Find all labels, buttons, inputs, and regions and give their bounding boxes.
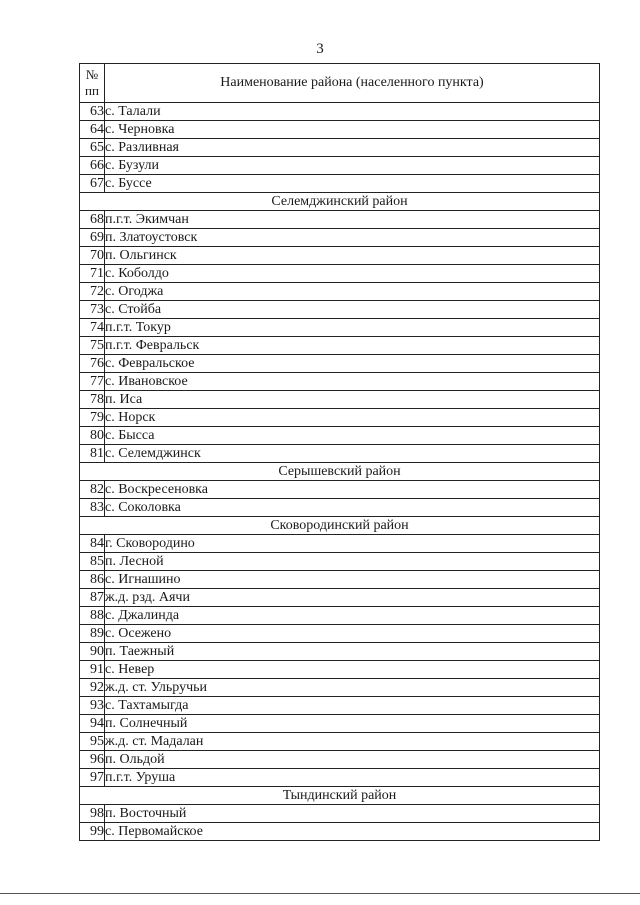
table-row [80,679,600,697]
table-row [80,769,600,787]
table-row [80,553,600,571]
row-number: 81 [80,445,105,463]
district-name: Селемджинский район [80,193,600,211]
row-number: 80 [80,427,105,445]
settlement-name: п.г.т. Февральск [105,337,600,355]
row-number: 83 [80,499,105,517]
row-number: 91 [80,661,105,679]
table-row [80,571,600,589]
table-row [80,823,600,841]
table-row [80,319,600,337]
settlement-name: с. Буссе [105,175,600,193]
table-row [80,499,600,517]
row-number: 98 [80,805,105,823]
row-number: 96 [80,751,105,769]
district-name: Сковородинский район [80,517,600,535]
settlement-name: с. Тахтамыгда [105,697,600,715]
row-number: 71 [80,265,105,283]
settlement-name: п. Лесной [105,553,600,571]
district-row [80,193,600,211]
settlement-name: с. Игнашино [105,571,600,589]
row-number: 82 [80,481,105,499]
settlement-name: с. Бысса [105,427,600,445]
settlement-name: п. Иса [105,391,600,409]
row-number: 65 [80,139,105,157]
settlement-name: п. Ольдой [105,751,600,769]
settlement-name: с. Огоджа [105,283,600,301]
settlement-name: с. Соколовка [105,499,600,517]
row-number: 89 [80,625,105,643]
settlement-name: п. Восточный [105,805,600,823]
row-number: 72 [80,283,105,301]
table-row [80,337,600,355]
district-row [80,463,600,481]
district-row [80,787,600,805]
settlement-name: с. Невер [105,661,600,679]
row-number: 66 [80,157,105,175]
table-row [80,391,600,409]
table-row [80,175,600,193]
table-row [80,607,600,625]
table-row [80,103,600,121]
row-number: 63 [80,103,105,121]
settlement-name: г. Сковородино [105,535,600,553]
settlement-name: п. Ольгинск [105,247,600,265]
settlement-name: п.г.т. Экимчан [105,211,600,229]
row-number: 75 [80,337,105,355]
row-number: 84 [80,535,105,553]
row-number: 77 [80,373,105,391]
table-row [80,283,600,301]
row-number: 69 [80,229,105,247]
table-row [80,247,600,265]
settlement-name: с. Февральское [105,355,600,373]
settlement-name: с. Бузули [105,157,600,175]
row-number: 79 [80,409,105,427]
settlement-name: с. Черновка [105,121,600,139]
row-number: 85 [80,553,105,571]
row-number: 74 [80,319,105,337]
table-row [80,139,600,157]
settlement-name: п. Златоустовск [105,229,600,247]
table-row [80,157,600,175]
table-row [80,589,600,607]
row-number: 67 [80,175,105,193]
settlement-name: с. Селемджинск [105,445,600,463]
row-number: 70 [80,247,105,265]
table-row [80,373,600,391]
settlement-name: п. Таежный [105,643,600,661]
table-row [80,643,600,661]
table-row [80,301,600,319]
header-number [80,64,105,103]
row-number: 99 [80,823,105,841]
settlement-name: п.г.т. Токур [105,319,600,337]
table-row [80,661,600,679]
row-number: 87 [80,589,105,607]
settlement-name: с. Разливная [105,139,600,157]
settlement-name: ж.д. ст. Ульручьи [105,679,600,697]
settlement-name: п. Солнечный [105,715,600,733]
row-number: 93 [80,697,105,715]
row-number: 76 [80,355,105,373]
settlement-name: с. Норск [105,409,600,427]
settlement-name: с. Воскресеновка [105,481,600,499]
row-number: 68 [80,211,105,229]
table-row [80,427,600,445]
table-row [80,733,600,751]
table-row [80,211,600,229]
table-row [80,409,600,427]
table-body [80,103,600,841]
table-row [80,751,600,769]
row-number: 97 [80,769,105,787]
table-row [80,355,600,373]
row-number: 86 [80,571,105,589]
settlement-name: с. Стойба [105,301,600,319]
row-number: 78 [80,391,105,409]
district-name: Серышевский район [80,463,600,481]
row-number: 88 [80,607,105,625]
table-row [80,121,600,139]
table-row [80,697,600,715]
header-name: Наименование района (населенного пункта) [105,64,600,103]
settlement-name: с. Осежено [105,625,600,643]
table-row [80,265,600,283]
page-number: 3 [316,41,324,57]
table-row [80,715,600,733]
row-number: 90 [80,643,105,661]
table-row [80,481,600,499]
table-row [80,229,600,247]
row-number: 64 [80,121,105,139]
header-number-label: № пп [85,67,99,98]
district-row [80,517,600,535]
row-number: 92 [80,679,105,697]
settlement-name: с. Первомайское [105,823,600,841]
row-number: 94 [80,715,105,733]
settlements-table [79,63,600,841]
settlement-name: с. Талали [105,103,600,121]
table-row [80,805,600,823]
table-row [80,535,600,553]
settlement-name: с. Ивановское [105,373,600,391]
settlement-name: ж.д. рзд. Аячи [105,589,600,607]
settlement-name: с. Коболдо [105,265,600,283]
row-number: 73 [80,301,105,319]
settlement-name: ж.д. ст. Мадалан [105,733,600,751]
page-bottom-border [0,893,640,894]
table-row [80,625,600,643]
table-row [80,445,600,463]
table-header-row [80,64,600,103]
row-number: 95 [80,733,105,751]
district-name: Тындинский район [80,787,600,805]
settlement-name: п.г.т. Уруша [105,769,600,787]
settlement-name: с. Джалинда [105,607,600,625]
